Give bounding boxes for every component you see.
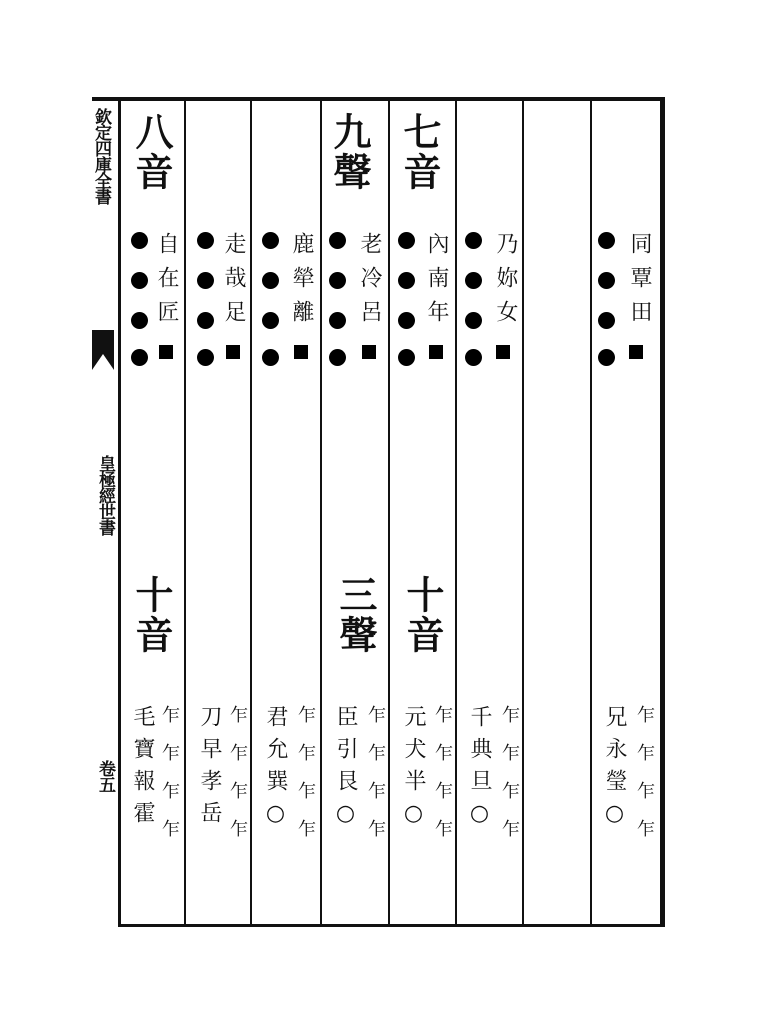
tone-dot [329,232,346,249]
tone-dot [398,349,415,366]
col4-bottom-heading: 三聲 [333,575,378,655]
bottom-border [118,924,663,927]
column-divider [320,101,322,924]
tone-square [226,345,240,359]
tone-dot [598,349,615,366]
col1-zuo-chars: 乍乍乍乍 [159,705,180,857]
col5-zuo-chars: 乍乍乍乍 [432,705,453,857]
column-divider [522,101,524,924]
col5-heading: 七音 [397,112,442,192]
col6-top-chars: 乃妳女 [493,232,518,334]
column-divider [590,101,592,924]
tone-dot [398,232,415,249]
margin-page-number: 卷五 [95,760,115,792]
col8-top-chars: 同覃田 [627,232,652,334]
col5-bottom-heading: 十音 [400,575,445,655]
col2-zuo-chars: 乍乍乍乍 [227,705,248,857]
tone-dot [197,349,214,366]
col6-zuo-chars: 乍乍乍乍 [499,705,520,857]
tone-dot [398,312,415,329]
col3-zuo-chars: 乍乍乍乍 [295,705,316,857]
col6-bottom-chars: 千典旦○ [467,705,492,836]
tone-dot [465,232,482,249]
col4-bottom-chars: 臣引艮○ [333,705,358,836]
tone-dot [398,272,415,289]
tone-dot [131,232,148,249]
col1-heading: 八音 [129,112,174,192]
col5-bottom-chars: 元犬半○ [401,705,426,836]
margin-top-title: 欽定四庫全書 [91,108,111,204]
column-divider [250,101,252,924]
column-divider [455,101,457,924]
margin-mid-title: 皇極經世書 [95,455,115,535]
tone-square [496,345,510,359]
tone-dot [262,349,279,366]
col4-zuo-chars: 乍乍乍乍 [365,705,386,857]
tone-square [362,345,376,359]
col3-top-chars: 鹿犖離 [289,232,314,334]
tone-dot [131,349,148,366]
col4-top-chars: 老冷呂 [357,232,382,334]
col8-zuo-chars: 乍乍乍乍 [634,705,655,857]
tone-dot [465,272,482,289]
fishtail-mark [92,330,114,370]
tone-square [159,345,173,359]
col2-bottom-chars: 刀早孝岳 [197,705,222,833]
tone-dot [262,312,279,329]
tone-dot [131,272,148,289]
tone-dot [598,232,615,249]
column-divider [184,101,186,924]
tone-dot [329,272,346,289]
tone-dot [329,349,346,366]
tone-dot [465,312,482,329]
top-border [92,97,660,101]
col4-heading: 九聲 [327,112,372,192]
col8-bottom-chars: 兄永瑩○ [602,705,627,836]
col1-bottom-heading: 十音 [129,575,174,655]
tone-square [629,345,643,359]
tone-dot [598,312,615,329]
right-border-outer [660,97,665,927]
col1-bottom-chars: 毛寶報霍 [130,705,155,833]
tone-square [294,345,308,359]
tone-dot [197,312,214,329]
left-border [118,97,121,927]
tone-square [429,345,443,359]
tone-dot [197,232,214,249]
tone-dot [329,312,346,329]
col1-top-chars: 自在匠 [154,232,179,334]
tone-dot [131,312,148,329]
col3-bottom-chars: 君允巽○ [263,705,288,836]
tone-dot [465,349,482,366]
tone-dot [262,232,279,249]
col2-top-chars: 走哉足 [221,232,246,334]
column-divider [388,101,390,924]
tone-dot [262,272,279,289]
tone-dot [197,272,214,289]
col5-top-chars: 內南年 [424,232,449,334]
tone-dot [598,272,615,289]
